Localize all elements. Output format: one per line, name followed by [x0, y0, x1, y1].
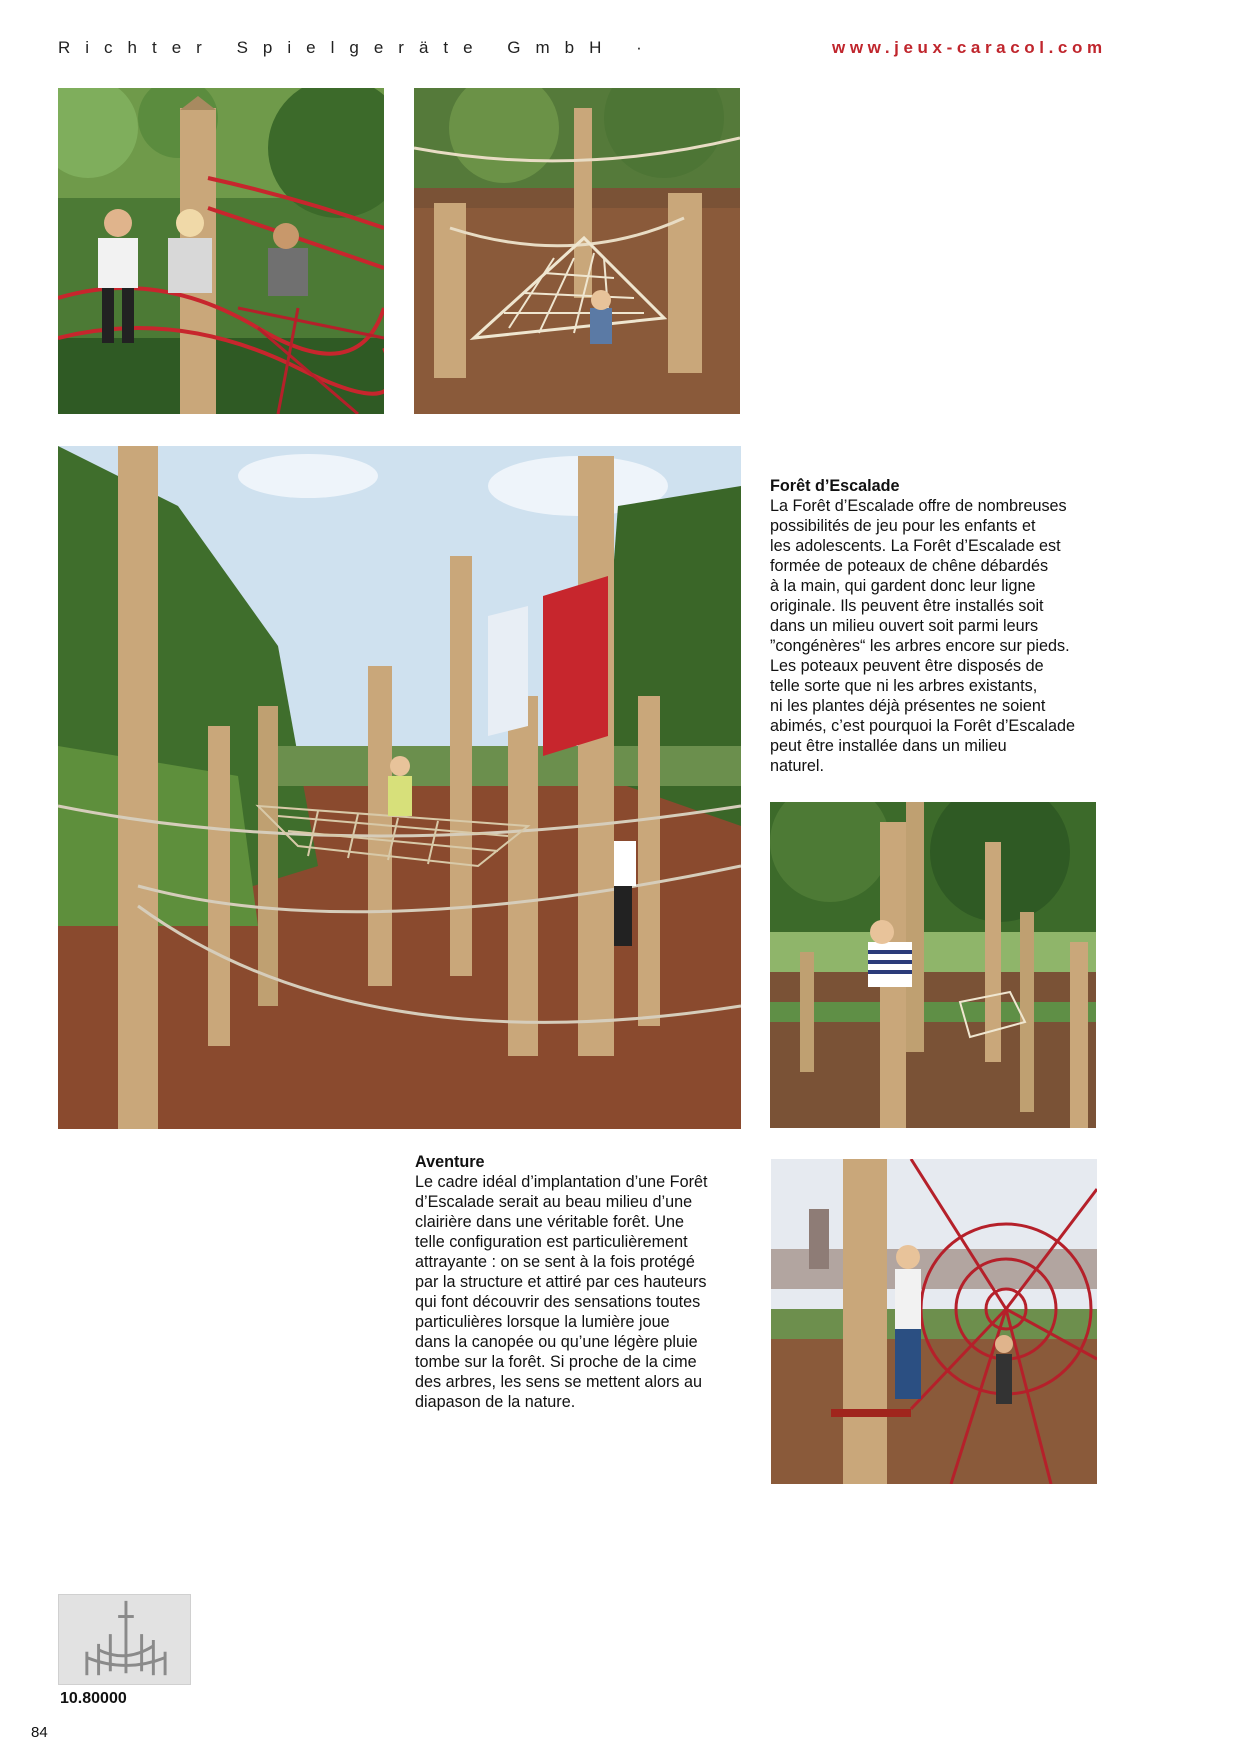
page-number: 84 [31, 1724, 48, 1741]
photo-climbing-forest-main [58, 446, 741, 1129]
section-aventure-title: Aventure [415, 1153, 485, 1171]
product-code: 10.80000 [60, 1690, 127, 1707]
section-foret-title: Forêt d’Escalade [770, 477, 900, 495]
photo-spider-web-net [771, 1159, 1097, 1484]
climbing-structure-icon [59, 1595, 190, 1684]
section-aventure-body: Le cadre idéal d’implantation d’une Forêt d’Escalade serait au beau milieu d’une clairière dans une véritable forêt. Une telle configuration est particulièrement attrayante : on se sent à la fois protégé par la structure et attiré par ces hauteurs qui font découvrir des sensations toutes particulières lorsque la lumière joue dans la canopée ou qu’une légère pluie tombe sur la forêt. Si proche de la cime des arbres, les sens se mettent alors au diapason de la nature. [415, 1173, 708, 1411]
section-foret-body: La Forêt d’Escalade offre de nombreuses possibilités de jeu pour les enfants et les adolescents. La Forêt d’Escalade est formée de poteaux de chêne débardés à la main, qui gardent donc leur ligne originale. Ils peuvent être installés soit dans un milieu ouvert soit parmi leurs ”congénères“ les arbres encore sur pieds. Les poteaux peuvent être disposés de telle sorte que ni les arbres existants, ni les plantes déjà présentes ne soient abimés, c’est pourquoi la Forêt d’Escalade peut être installée dans un milieu naturel. [770, 497, 1076, 775]
section-aventure [415, 1152, 755, 1412]
company-name: Richter Spielgeräte GmbH · [58, 38, 657, 57]
photo-rope-net-posts [414, 88, 740, 414]
photo-kids-red-net [58, 88, 384, 414]
product-thumbnail [58, 1594, 191, 1685]
section-foret-escalade [770, 476, 1110, 776]
website-link[interactable]: www.jeux-caracol.com [832, 38, 1107, 57]
photo-boy-on-post [770, 802, 1096, 1128]
